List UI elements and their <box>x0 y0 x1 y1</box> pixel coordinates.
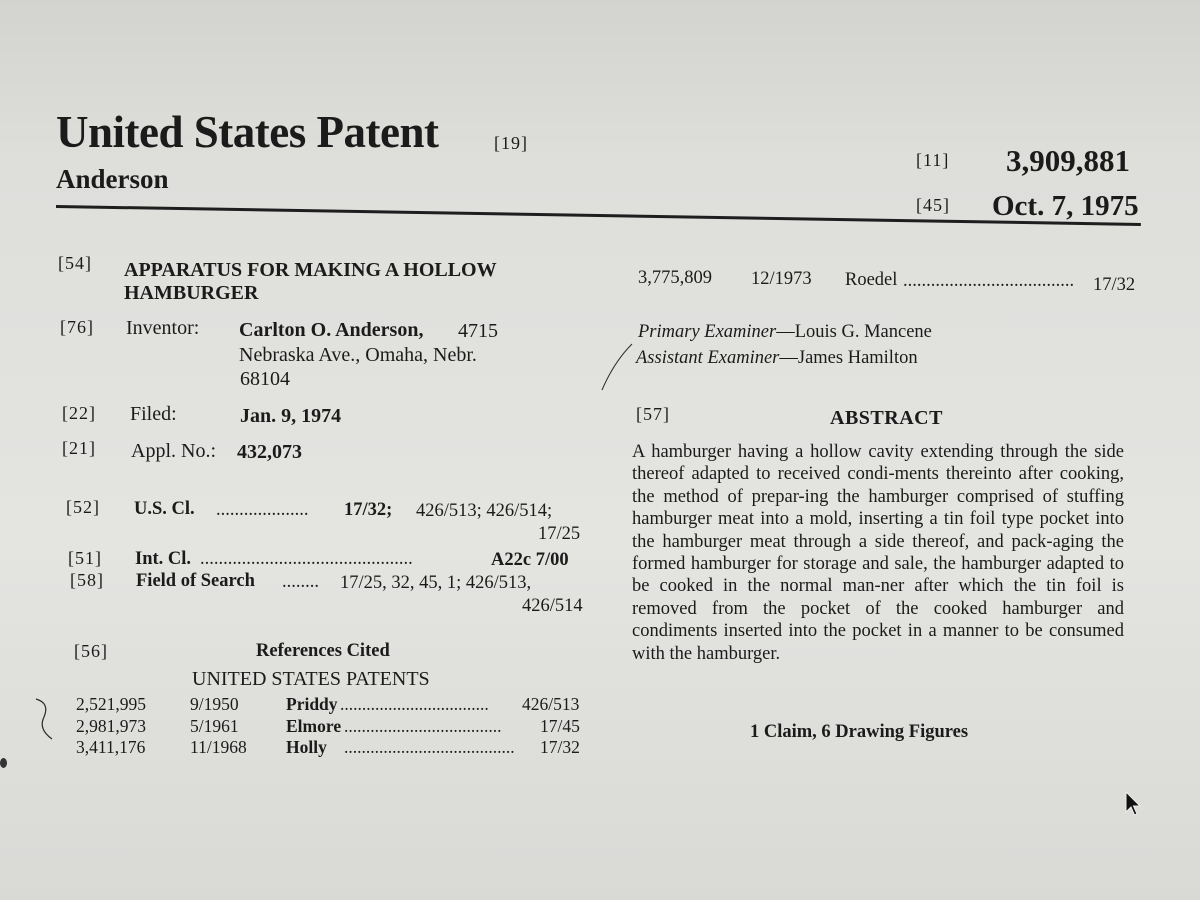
abstract-text: A hamburger having a hollow cavity extending through the side thereof adapted to received condi-ments thereinto after cooking, the method of prepar-ing the hamburger comprised of stuffing hamburger meat into a mold, inserting a tin foil type pocket into the hamburger meat through a side thereof, and pack-aging the formed hamburger for storage and sale, the hamburger adapted to be cooked in the normal man-ner after which the tin foil is removed from the pocket of the cooked hamburger and condiments inserted into the pocket in a manner to be consumed with the hamburger. <box>632 442 1124 664</box>
date-code: [45] <box>916 195 950 215</box>
us-cl-label: U.S. Cl. <box>134 499 195 519</box>
bracket-mark-icon <box>30 695 60 745</box>
ref-class: 426/513 <box>522 694 580 714</box>
inventor-address-street: Nebraska Ave., Omaha, Nebr. <box>239 344 477 366</box>
field-search-leader: ........ <box>282 572 319 592</box>
filed-label: Filed: <box>130 403 177 425</box>
inventor-address-zip: 68104 <box>240 368 290 390</box>
primary-examiner <box>638 322 932 343</box>
ref-number: 3,411,176 <box>76 737 146 757</box>
ref4-class: 17/32 <box>1093 275 1136 295</box>
assistant-examiner-name: —James Hamilton <box>779 348 918 368</box>
primary-examiner-name: —Louis G. Mancene <box>776 322 932 342</box>
int-cl-leader: .............................................. <box>200 549 413 569</box>
ref4-date: 12/1973 <box>751 269 812 289</box>
inventor-surname: Anderson <box>56 164 169 194</box>
header-divider <box>56 205 1141 226</box>
mouse-pointer-icon <box>1124 790 1144 818</box>
appl-code: [21] <box>62 438 96 458</box>
title-code: [19] <box>494 133 528 153</box>
refs-code: [56] <box>74 641 108 661</box>
us-cl-code: [52] <box>66 497 100 517</box>
field-search-label: Field of Search <box>136 571 255 591</box>
ref-class: 17/45 <box>540 716 580 736</box>
filed-date: Jan. 9, 1974 <box>240 405 342 427</box>
ref4-name: Roedel <box>845 270 898 290</box>
ref-class: 17/32 <box>540 737 580 757</box>
ref-number: 2,981,973 <box>76 716 146 736</box>
assistant-examiner <box>636 348 918 369</box>
ref-name: Priddy <box>286 694 338 714</box>
ink-dot <box>0 758 7 768</box>
inventor-fullname: Carlton O. Anderson, <box>239 319 424 341</box>
claims-summary: 1 Claim, 6 Drawing Figures <box>750 722 969 742</box>
us-cl-values: 426/513; 426/514; <box>416 501 553 521</box>
ref-name: Elmore <box>286 716 342 736</box>
primary-examiner-label: Primary Examiner <box>638 322 777 342</box>
pen-mark-icon <box>596 340 636 395</box>
refs-subheading: UNITED STATES PATENTS <box>192 668 430 690</box>
ref-date: 9/1950 <box>190 694 239 714</box>
patent-number-code: [11] <box>916 150 950 170</box>
inventor-address-number: 4715 <box>458 320 498 342</box>
ref4-leader: ..................................... <box>903 271 1075 291</box>
patent-number: 3,909,881 <box>1006 143 1130 178</box>
ref-number: 2,521,995 <box>76 694 146 714</box>
ref4-number: 3,775,809 <box>638 268 712 288</box>
title-field-code: [54] <box>58 253 92 273</box>
us-cl-primary: 17/32; <box>344 500 393 520</box>
inventor-label: Inventor: <box>126 317 200 339</box>
invention-title-line1: APPARATUS FOR MAKING A HOLLOW <box>124 259 497 281</box>
int-cl-value: A22c 7/00 <box>491 550 569 570</box>
assistant-examiner-label: Assistant Examiner <box>636 348 780 368</box>
field-search-values-cont: 426/514 <box>522 596 583 616</box>
int-cl-code: [51] <box>68 548 102 568</box>
abstract-heading: ABSTRACT <box>830 407 943 429</box>
ref-leader: .................................. <box>340 694 489 714</box>
appl-label: Appl. No.: <box>131 440 216 462</box>
abstract-code: [57] <box>636 404 670 424</box>
patent-date: Oct. 7, 1975 <box>992 190 1139 222</box>
patent-title: United States Patent <box>56 107 439 157</box>
ref-name: Holly <box>286 737 327 757</box>
filed-code: [22] <box>62 403 96 423</box>
refs-heading: References Cited <box>256 641 390 661</box>
invention-title-line2: HAMBURGER <box>124 282 259 304</box>
field-search-values: 17/25, 32, 45, 1; 426/513, <box>340 573 532 593</box>
appl-number: 432,073 <box>237 441 302 463</box>
us-cl-leader: .................... <box>216 500 309 520</box>
ref-leader: ....................................... <box>344 737 515 757</box>
ref-date: 11/1968 <box>190 737 247 757</box>
us-cl-values-cont: 17/25 <box>538 524 581 544</box>
ref-leader: .................................... <box>344 716 502 736</box>
ref-date: 5/1961 <box>190 716 239 736</box>
field-search-code: [58] <box>70 570 104 590</box>
int-cl-label: Int. Cl. <box>135 549 192 569</box>
inventor-code: [76] <box>60 317 94 337</box>
